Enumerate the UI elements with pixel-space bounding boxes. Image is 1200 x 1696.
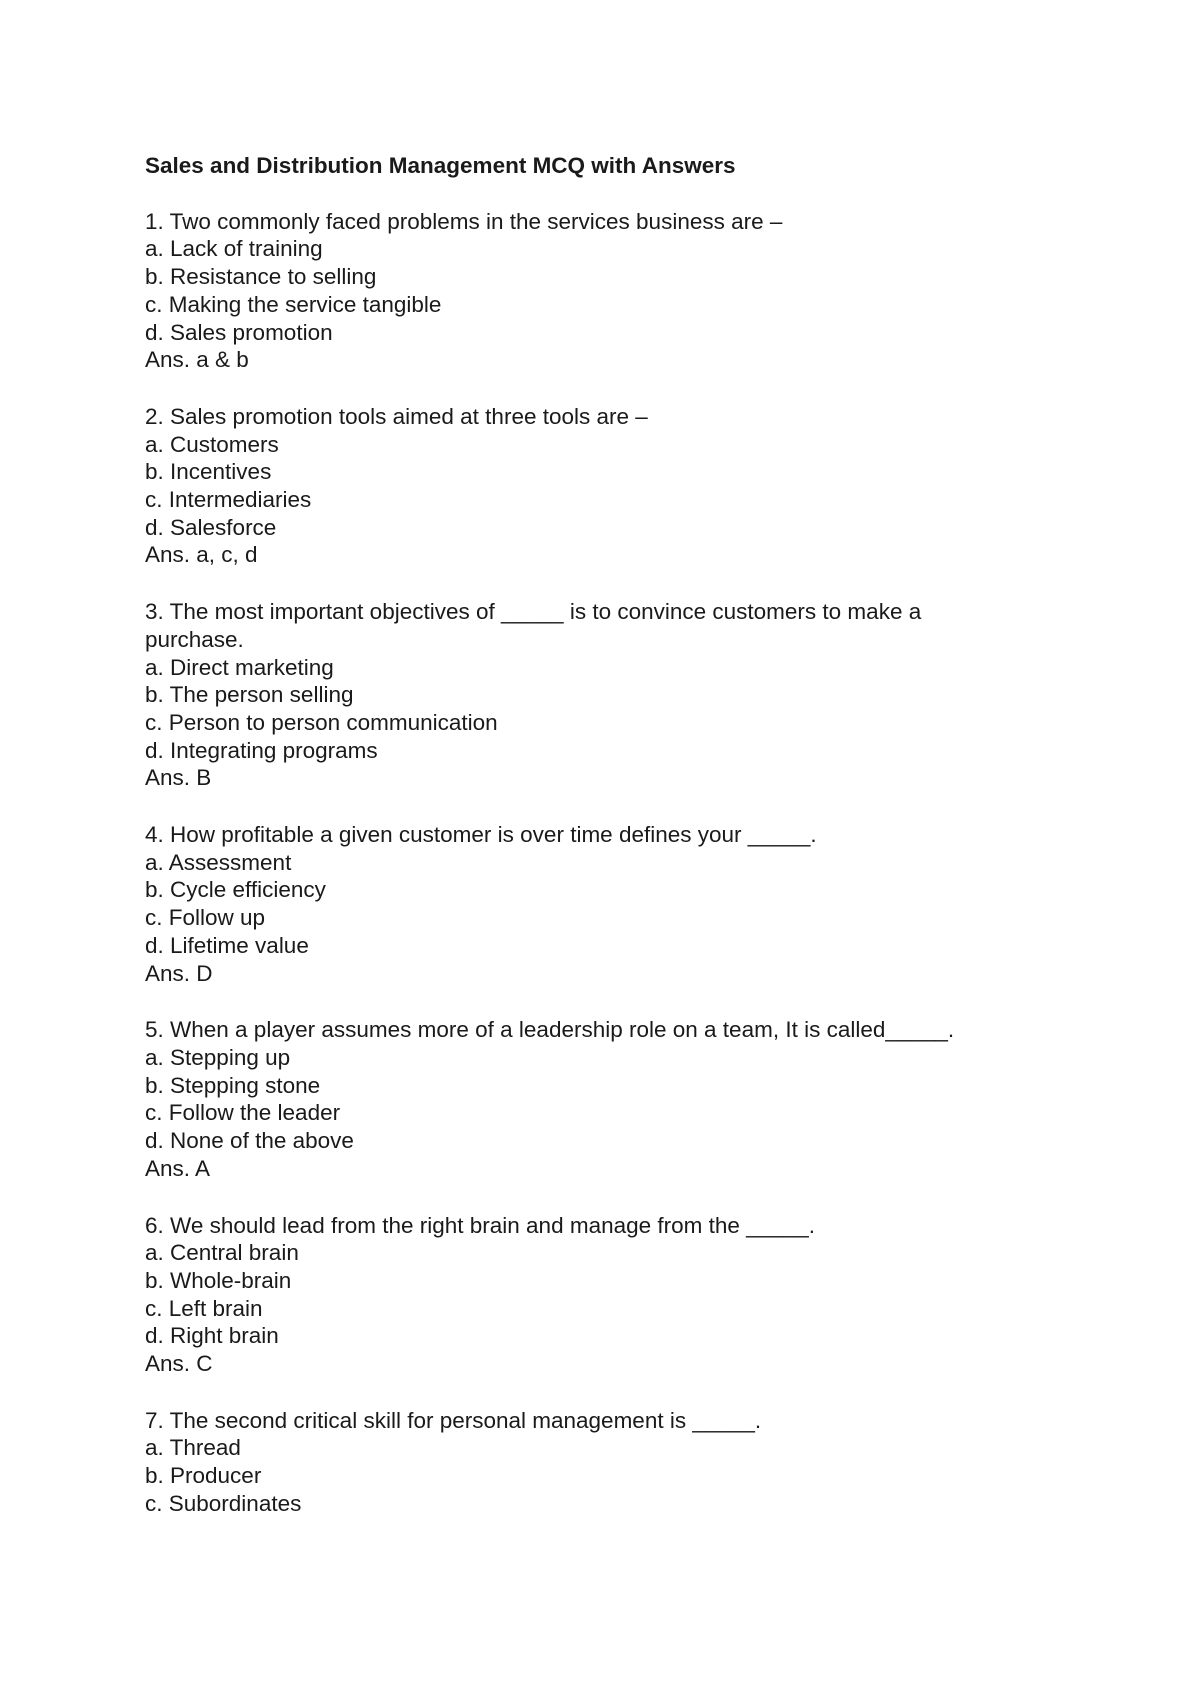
question-text: 7. The second critical skill for personal management is _____. (145, 1407, 762, 1433)
option-d: d. Salesforce (145, 514, 277, 540)
question-7 (145, 1407, 1145, 1518)
option-b: b. Resistance to selling (145, 264, 377, 290)
option-a: a. Thread (145, 1435, 241, 1461)
answer: Ans. B (145, 765, 212, 791)
option-b: b. The person selling (145, 682, 354, 708)
question-5 (145, 1016, 1145, 1182)
option-b: b. Cycle efficiency (145, 877, 326, 903)
question-text: 3. The most important objectives of _____ is to convince customers to make a purchase. (145, 599, 928, 652)
question-text: 4. How profitable a given customer is over time defines your _____. (145, 822, 817, 848)
option-c: c. Left brain (145, 1295, 263, 1321)
option-d: d. None of the above (145, 1128, 354, 1154)
option-c: c. Making the service tangible (145, 291, 442, 317)
option-a: a. Lack of training (145, 236, 323, 262)
answer: Ans. D (145, 960, 213, 986)
option-c: c. Subordinates (145, 1490, 302, 1516)
option-a: a. Direct marketing (145, 654, 334, 680)
option-b: b. Stepping stone (145, 1072, 321, 1098)
question-text: 1. Two commonly faced problems in the services business are – (145, 208, 783, 234)
option-c: c. Person to person communication (145, 709, 498, 735)
question-2 (145, 403, 1145, 569)
document-page (145, 152, 1145, 1547)
option-d: d. Right brain (145, 1323, 279, 1349)
option-a: a. Central brain (145, 1240, 299, 1266)
option-d: d. Lifetime value (145, 932, 309, 958)
option-c: c. Follow the leader (145, 1100, 341, 1126)
option-a: a. Customers (145, 431, 279, 457)
answer: Ans. a & b (145, 347, 249, 373)
question-1 (145, 208, 1145, 374)
question-text: 6. We should lead from the right brain and manage from the _____. (145, 1212, 815, 1238)
question-4 (145, 821, 1145, 987)
option-b: b. Producer (145, 1463, 262, 1489)
option-c: c. Intermediaries (145, 487, 312, 513)
option-b: b. Incentives (145, 459, 272, 485)
option-d: d. Sales promotion (145, 319, 333, 345)
question-text: 2. Sales promotion tools aimed at three tools are – (145, 403, 648, 429)
option-d: d. Integrating programs (145, 737, 378, 763)
answer: Ans. a, c, d (145, 542, 258, 568)
answer: Ans. C (145, 1351, 213, 1377)
option-a: a. Stepping up (145, 1044, 291, 1070)
question-text: 5. When a player assumes more of a leadership role on a team, It is called_____. (145, 1017, 955, 1043)
option-a: a. Assessment (145, 849, 292, 875)
question-6 (145, 1212, 1145, 1378)
question-3 (145, 598, 1145, 792)
option-b: b. Whole-brain (145, 1267, 292, 1293)
answer: Ans. A (145, 1155, 211, 1181)
option-c: c. Follow up (145, 905, 266, 931)
document-title: Sales and Distribution Management MCQ with Answers (145, 153, 736, 178)
